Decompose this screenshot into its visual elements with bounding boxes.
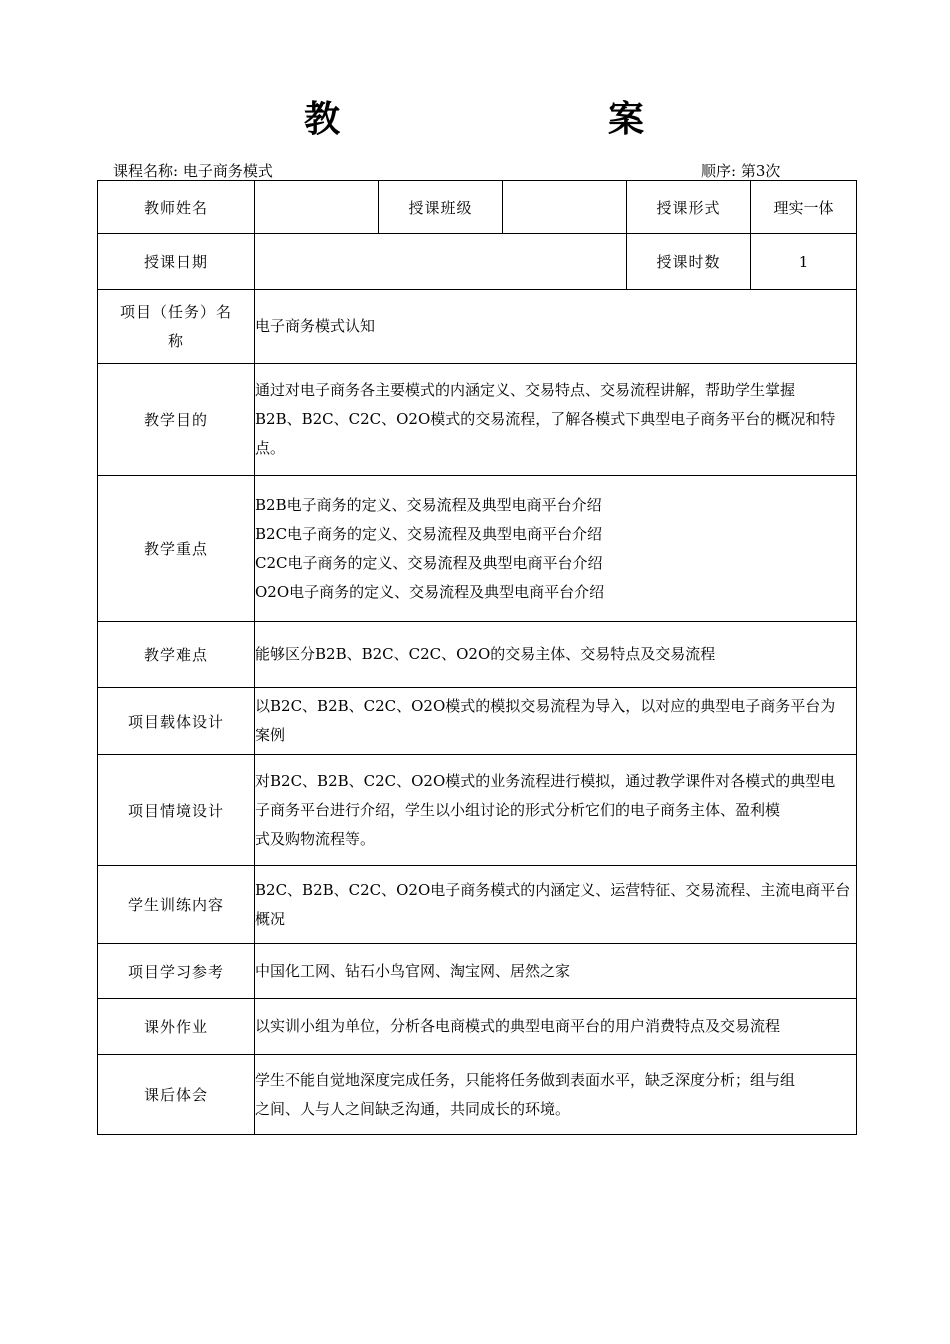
reference-content — [255, 944, 857, 999]
order-info — [701, 160, 780, 182]
homework-label: 课外作业 — [98, 999, 255, 1055]
project-label — [98, 290, 255, 364]
course-info — [113, 160, 273, 182]
reference-label: 项目学习参考 — [98, 944, 255, 999]
class-value — [503, 181, 627, 234]
reflection-line: 之间、人与人之间缺乏沟通，共同成长的环境。 — [255, 1099, 571, 1118]
training-line: B2C、B2B、C2C、O2O电子商务模式的内涵定义、运营特征、交易流程、主流电商平台 — [255, 880, 851, 899]
objective-label: 教学目的 — [98, 364, 255, 476]
row-scenario — [98, 755, 857, 866]
row-reference — [98, 944, 857, 999]
key-point-line: O2O电子商务的定义、交易流程及典型电商平台介绍 — [255, 582, 605, 601]
key-points-content — [255, 476, 857, 622]
key-point-line: B2C电子商务的定义、交易流程及典型电商平台介绍 — [255, 524, 603, 543]
objective-line: 通过对电子商务各主要模式的内涵定义、交易特点、交易流程讲解，帮助学生掌握 — [255, 381, 796, 399]
objective-line: B2B、B2C、C2C、O2O模式的交易流程，了解各模式下典型电子商务平台的概况和特 — [255, 410, 836, 428]
course-name: 电子商务模式 — [182, 162, 273, 180]
project-label-line-2: 称 — [167, 331, 184, 350]
title-char-2: 案 — [608, 99, 645, 140]
reflection-line: 学生不能自觉地深度完成任务，只能将任务做到表面水平，缺乏深度分析；组与组 — [255, 1070, 796, 1089]
objective-line: 点。 — [255, 439, 286, 457]
row-difficulties — [98, 622, 857, 688]
scenario-content — [255, 755, 857, 866]
title-char-1: 教 — [304, 99, 341, 140]
order-label: 顺序: — [701, 162, 737, 180]
hours-label: 授课时数 — [627, 234, 751, 290]
lesson-plan-table — [97, 180, 857, 1135]
reflection-label: 课后体会 — [98, 1055, 255, 1135]
reference-line: 中国化工网、钻石小鸟官网、淘宝网、居然之家 — [255, 961, 571, 980]
form-value: 理实一体 — [751, 181, 857, 234]
training-content — [255, 866, 857, 944]
date-value — [255, 234, 627, 290]
carrier-line: 案例 — [255, 726, 286, 744]
form-label: 授课形式 — [627, 181, 751, 234]
hours-value: 1 — [751, 234, 857, 290]
scenario-label: 项目情境设计 — [98, 755, 255, 866]
difficulties-label: 教学难点 — [98, 622, 255, 688]
key-point-line: C2C电子商务的定义、交易流程及典型电商平台介绍 — [255, 553, 603, 572]
key-points-label: 教学重点 — [98, 476, 255, 622]
document-title — [0, 92, 950, 152]
date-label: 授课日期 — [98, 234, 255, 290]
order-value: 第3次 — [740, 162, 781, 180]
row-teacher — [98, 181, 857, 234]
homework-line: 以实训小组为单位，分析各电商模式的典型电商平台的用户消费特点及交易流程 — [255, 1017, 781, 1035]
scenario-line: 对B2C、B2B、C2C、O2O模式的业务流程进行模拟，通过教学课件对各模式的典型电 — [255, 771, 836, 790]
row-objective — [98, 364, 857, 476]
row-project — [98, 290, 857, 364]
teacher-name-label: 教师姓名 — [98, 181, 255, 234]
objective-content — [255, 364, 857, 476]
teacher-name-value — [255, 181, 379, 234]
difficulties-content — [255, 622, 857, 688]
training-line: 概况 — [255, 909, 286, 928]
project-value: 电子商务模式认知 — [255, 290, 857, 364]
header-meta — [113, 160, 813, 182]
row-date — [98, 234, 857, 290]
scenario-line: 子商务平台进行介绍，学生以小组讨论的形式分析它们的电子商务主体、盈利模 — [255, 800, 781, 819]
scenario-line: 式及购物流程等。 — [255, 829, 376, 848]
row-training — [98, 866, 857, 944]
carrier-line: 以B2C、B2B、C2C、O2O模式的模拟交易流程为导入，以对应的典型电子商务平台为 — [255, 697, 836, 715]
course-label: 课程名称: — [113, 162, 179, 180]
reflection-content — [255, 1055, 857, 1135]
carrier-content — [255, 688, 857, 755]
row-key-points — [98, 476, 857, 622]
homework-content — [255, 999, 857, 1055]
row-reflection — [98, 1055, 857, 1135]
training-label: 学生训练内容 — [98, 866, 255, 944]
carrier-label: 项目载体设计 — [98, 688, 255, 755]
project-label-line-1: 项目（任务）名 — [119, 302, 232, 321]
class-label: 授课班级 — [379, 181, 503, 234]
row-homework — [98, 999, 857, 1055]
difficulty-line: 能够区分B2B、B2C、C2C、O2O的交易主体、交易特点及交易流程 — [255, 645, 716, 663]
row-carrier — [98, 688, 857, 755]
key-point-line: B2B电子商务的定义、交易流程及典型电商平台介绍 — [255, 495, 602, 514]
